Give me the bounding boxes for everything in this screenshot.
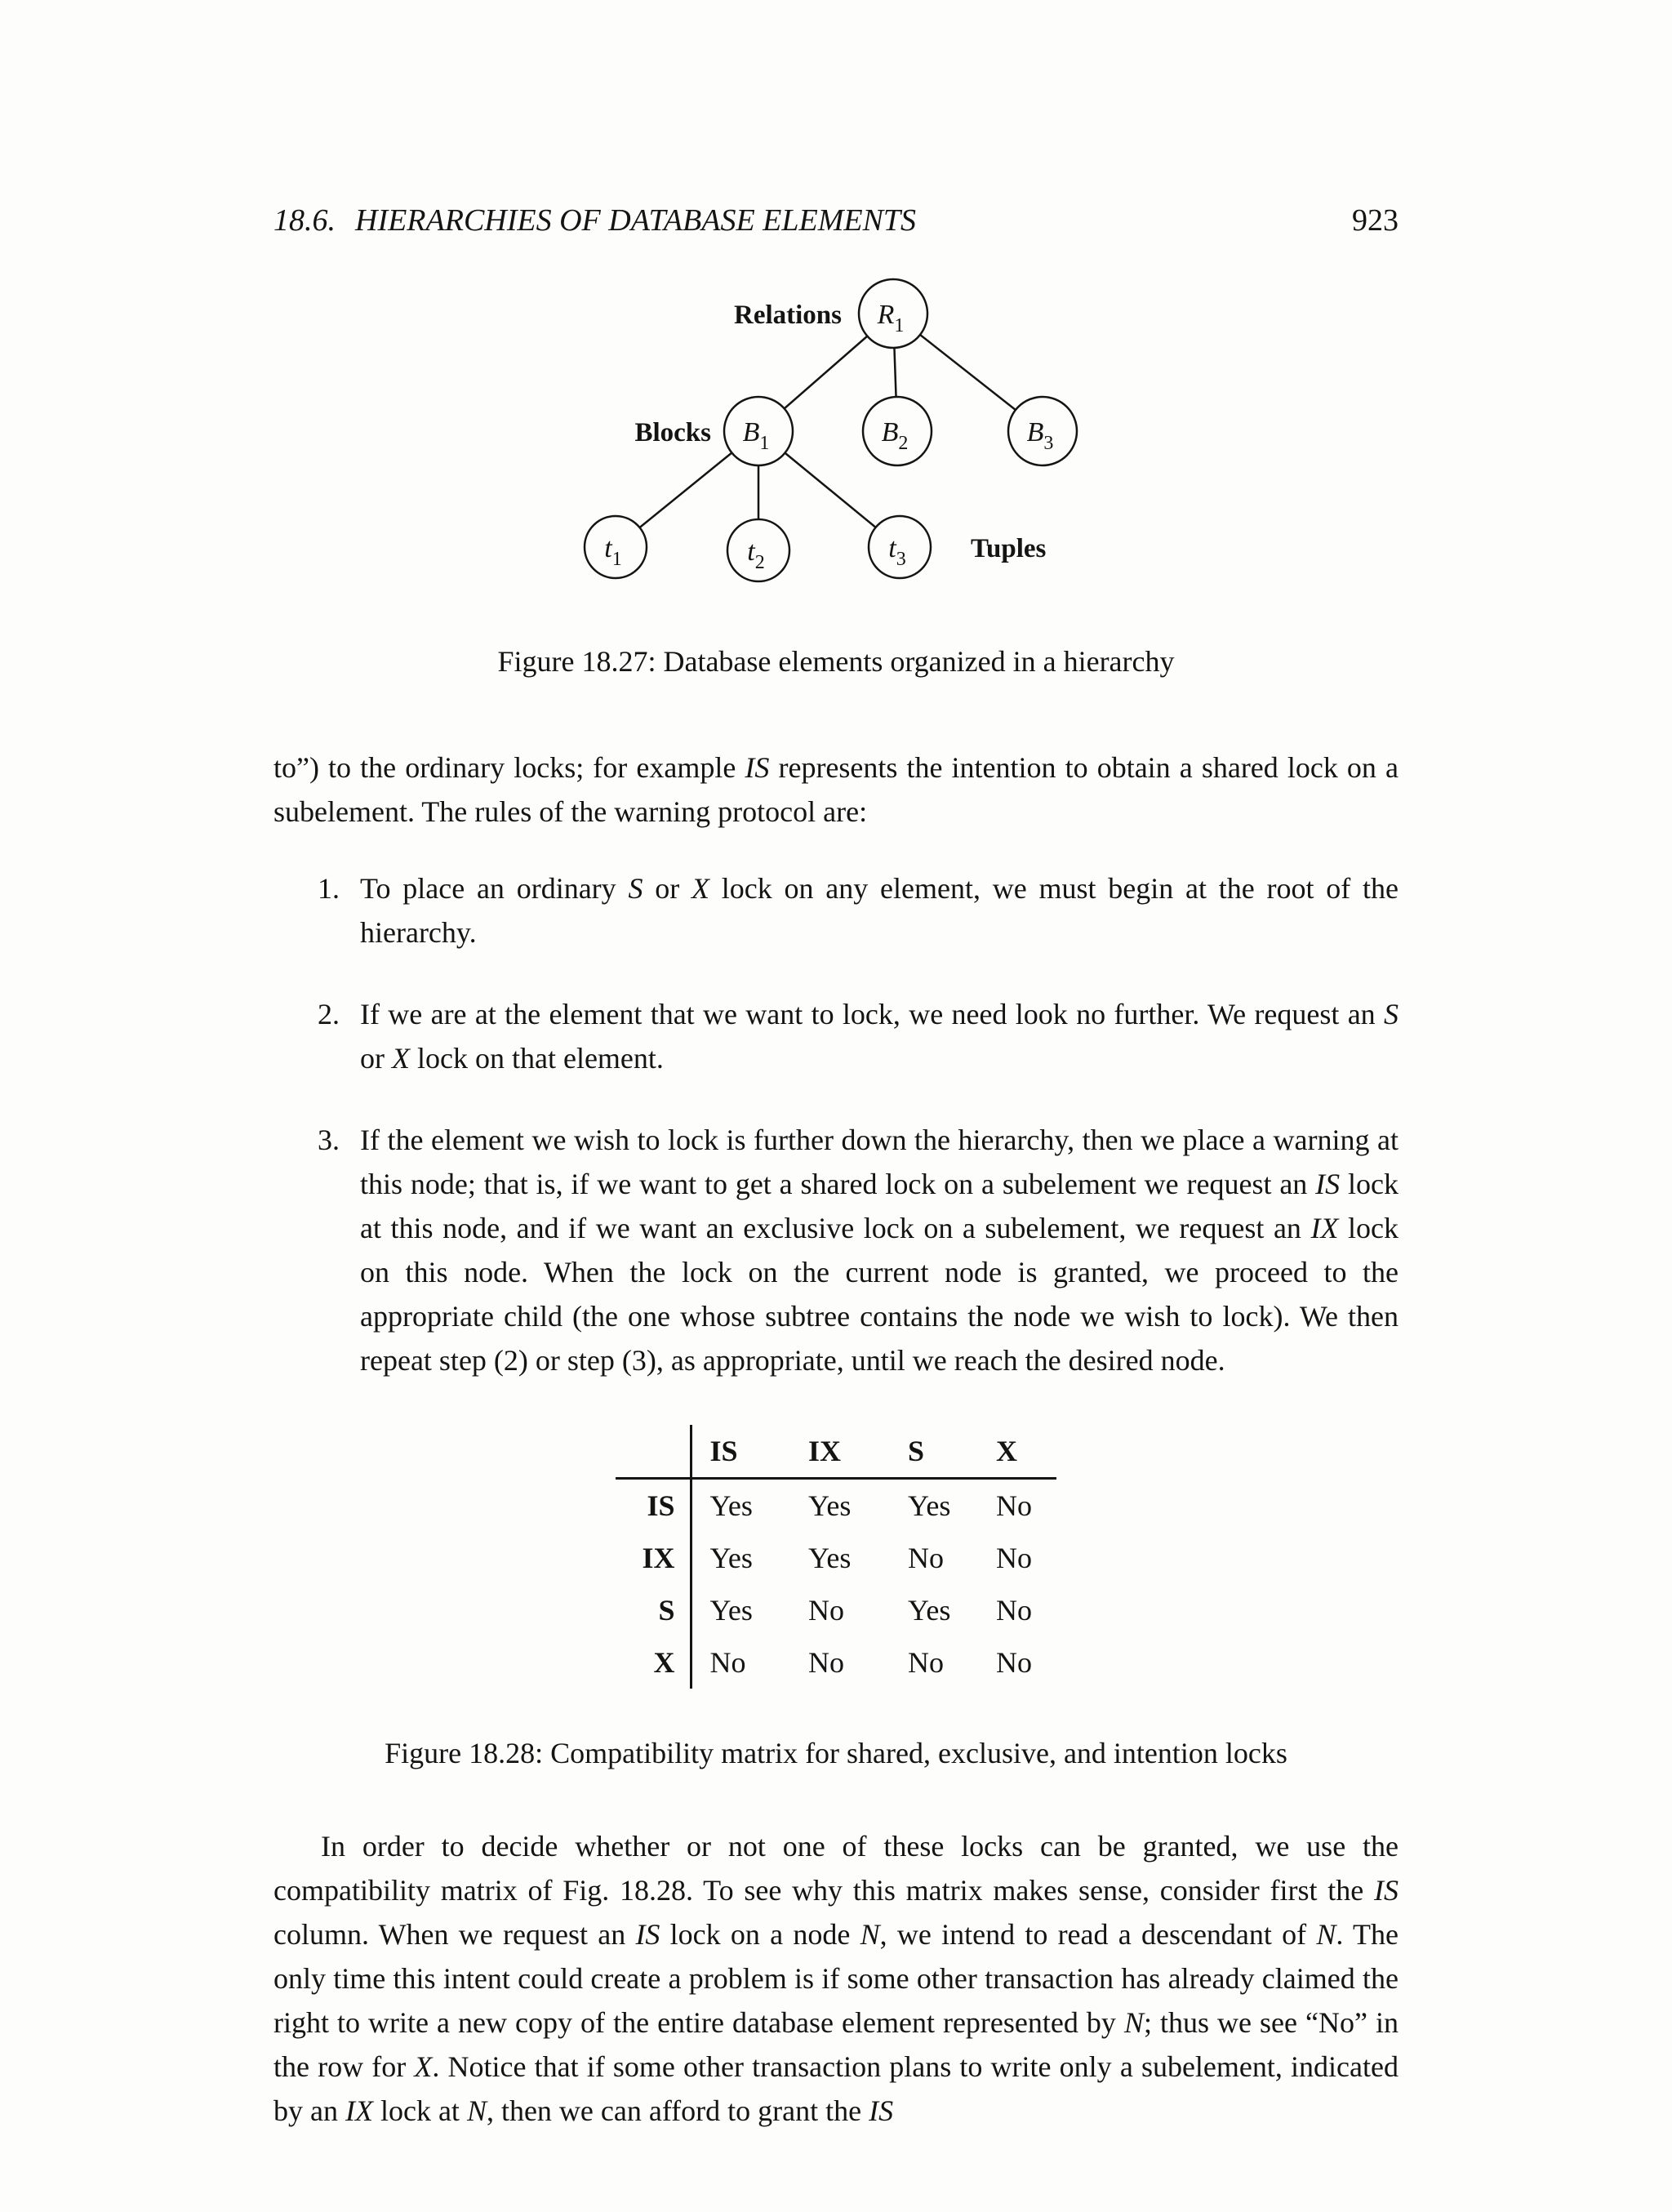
label-blocks: Blocks bbox=[634, 418, 711, 447]
text-run: column. When we request an bbox=[273, 1918, 636, 1951]
hierarchy-tree-diagram bbox=[514, 266, 1158, 605]
tree-node-label-b3: $B_3$ bbox=[1026, 417, 1054, 454]
matrix-cell: No bbox=[996, 1542, 1032, 1574]
math-variable: N bbox=[466, 2094, 487, 2127]
matrix-row-x bbox=[616, 1636, 1056, 1689]
math-variable: IS bbox=[869, 2094, 894, 2127]
text-run: represents the intention to obtain a shared lock on a subelement. The rules of the warning protocol are: bbox=[273, 751, 1399, 828]
matrix-cell: No bbox=[808, 1646, 844, 1679]
math-variable: N bbox=[860, 1918, 880, 1951]
matrix-row-is bbox=[616, 1479, 1056, 1533]
matrix-cell: Yes bbox=[908, 1594, 951, 1627]
text-run: , then we can afford to grant the bbox=[486, 2094, 869, 2127]
matrix-cell: No bbox=[908, 1542, 944, 1574]
figure-18-27-caption: Figure 18.27: Database elements organized in a hierarchy bbox=[497, 645, 1175, 678]
matrix-corner-cell bbox=[616, 1425, 691, 1479]
matrix-cell: No bbox=[908, 1646, 944, 1679]
rule-number: 1. bbox=[318, 872, 340, 905]
text-run: If the element we wish to lock is further down the hierarchy, then we place a warning at this node; that is, if we want to get a shared lock on a subelement we request an bbox=[360, 1124, 1399, 1200]
math-variable: N bbox=[1123, 2006, 1144, 2039]
text-run: . The only time this intent could create a problem is if some other transaction has already claimed the right to write a new copy of the entire database element represented by bbox=[273, 1918, 1399, 2039]
matrix-cell: Yes bbox=[691, 1479, 790, 1533]
text-run: If we are at the element that we want to lock, we need look no further. We request an bbox=[360, 998, 1384, 1030]
matrix-col-header: X bbox=[978, 1425, 1056, 1479]
rule-text bbox=[360, 866, 1399, 955]
tree-node-label-t3: $t_3$ bbox=[888, 533, 906, 570]
matrix-cell: No bbox=[996, 1646, 1032, 1679]
paragraph-warning-protocol bbox=[273, 745, 1399, 834]
math-variable: IS bbox=[1374, 1874, 1399, 1907]
math-variable: S bbox=[628, 872, 643, 905]
text-run: lock at this node, and if we want an exclusive lock on a subelement, we request an bbox=[360, 1168, 1399, 1244]
rule-text bbox=[360, 992, 1399, 1080]
math-variable: IX bbox=[1310, 1212, 1339, 1244]
matrix-row-header: S bbox=[658, 1594, 675, 1627]
matrix-row-header: IS bbox=[647, 1489, 675, 1522]
math-variable: IS bbox=[745, 751, 770, 784]
matrix-col-header: S bbox=[890, 1425, 978, 1479]
rule-item-2 bbox=[273, 992, 1399, 1080]
matrix-cell: Yes bbox=[691, 1584, 790, 1636]
text-run: lock on this node. When the lock on the current node is granted, we proceed to the appropriate child (the one whose subtree contains the node we wish to lock). We then repeat step (2) or step (3), as appropriate, until we reach the desired node. bbox=[360, 1212, 1399, 1377]
matrix-row-ix bbox=[616, 1532, 1056, 1584]
text-run: To place an ordinary bbox=[360, 872, 629, 905]
text-run: lock on a node bbox=[660, 1918, 860, 1951]
math-variable: X bbox=[414, 2050, 433, 2083]
matrix-cell: Yes bbox=[808, 1542, 852, 1574]
rule-item-3 bbox=[273, 1118, 1399, 1382]
text-run: or bbox=[643, 872, 691, 905]
rule-text bbox=[360, 1118, 1399, 1382]
math-variable: IS bbox=[1315, 1168, 1341, 1200]
figure-18-28-caption: Figure 18.28: Compatibility matrix for shared, exclusive, and intention locks bbox=[385, 1737, 1287, 1769]
section-number: 18.6. bbox=[273, 203, 336, 238]
running-head bbox=[273, 203, 1399, 238]
text-run: ; thus we see “No” in the row for bbox=[273, 2006, 1399, 2083]
rule-item-1 bbox=[273, 866, 1399, 955]
page-content bbox=[273, 203, 1399, 2133]
matrix-row-s bbox=[616, 1584, 1056, 1636]
matrix-header-row bbox=[616, 1425, 1056, 1479]
text-run: In order to decide whether or not one of these locks can be granted, we use the compatibility matrix of Fig. 18.28. To see why this matrix makes sense, consider first the bbox=[273, 1830, 1399, 1907]
text-run: lock on any element, we must begin at the root of the hierarchy. bbox=[360, 872, 1399, 949]
tree-node-label-b1: $B_1$ bbox=[742, 417, 770, 454]
section-heading bbox=[273, 203, 916, 238]
matrix-cell: No bbox=[808, 1594, 844, 1627]
math-variable: S bbox=[1384, 998, 1399, 1030]
matrix-row-header: IX bbox=[642, 1542, 675, 1574]
math-variable: X bbox=[691, 872, 709, 905]
text-run: . Notice that if some other transaction plans to write only a subelement, indicated by an bbox=[273, 2050, 1399, 2127]
matrix-cell: No bbox=[996, 1489, 1032, 1522]
text-run: lock on that element. bbox=[410, 1042, 664, 1075]
math-variable: X bbox=[392, 1042, 410, 1075]
matrix-col-header: IS bbox=[691, 1425, 790, 1479]
paragraph-matrix-discussion bbox=[273, 1824, 1399, 2133]
matrix-cell: No bbox=[996, 1594, 1032, 1627]
matrix-cell: Yes bbox=[808, 1489, 852, 1522]
matrix-cell: Yes bbox=[691, 1532, 790, 1584]
compatibility-matrix bbox=[616, 1425, 1056, 1689]
figure-18-28 bbox=[273, 1425, 1399, 1689]
text-run: to”) to the ordinary locks; for example bbox=[273, 751, 745, 784]
rule-number: 3. bbox=[318, 1124, 340, 1156]
text-run: lock at bbox=[372, 2094, 467, 2127]
matrix-cell: Yes bbox=[908, 1489, 951, 1522]
math-variable: IX bbox=[345, 2094, 373, 2127]
matrix-cell: No bbox=[691, 1636, 790, 1689]
text-run: or bbox=[360, 1042, 392, 1075]
math-variable: N bbox=[1316, 1918, 1336, 1951]
page-number: 923 bbox=[1352, 203, 1399, 238]
warning-protocol-rules bbox=[273, 866, 1399, 1382]
matrix-row-header: X bbox=[653, 1646, 675, 1679]
tree-node-label-b2: $B_2$ bbox=[881, 417, 909, 454]
figure-18-27 bbox=[273, 266, 1399, 680]
matrix-col-header: IX bbox=[790, 1425, 890, 1479]
rule-number: 2. bbox=[318, 998, 340, 1030]
math-variable: IS bbox=[635, 1918, 660, 1951]
tree-node-label-t2: $t_2$ bbox=[747, 536, 765, 573]
label-tuples: Tuples bbox=[971, 534, 1047, 563]
tree-node-label-t1: $t_1$ bbox=[604, 533, 622, 570]
text-run: , we intend to read a descendant of bbox=[879, 1918, 1317, 1951]
section-title: HIERARCHIES OF DATABASE ELEMENTS bbox=[355, 203, 917, 238]
label-relations: Relations bbox=[734, 300, 842, 330]
tree-node-label-r1: $R_1$ bbox=[877, 300, 905, 336]
